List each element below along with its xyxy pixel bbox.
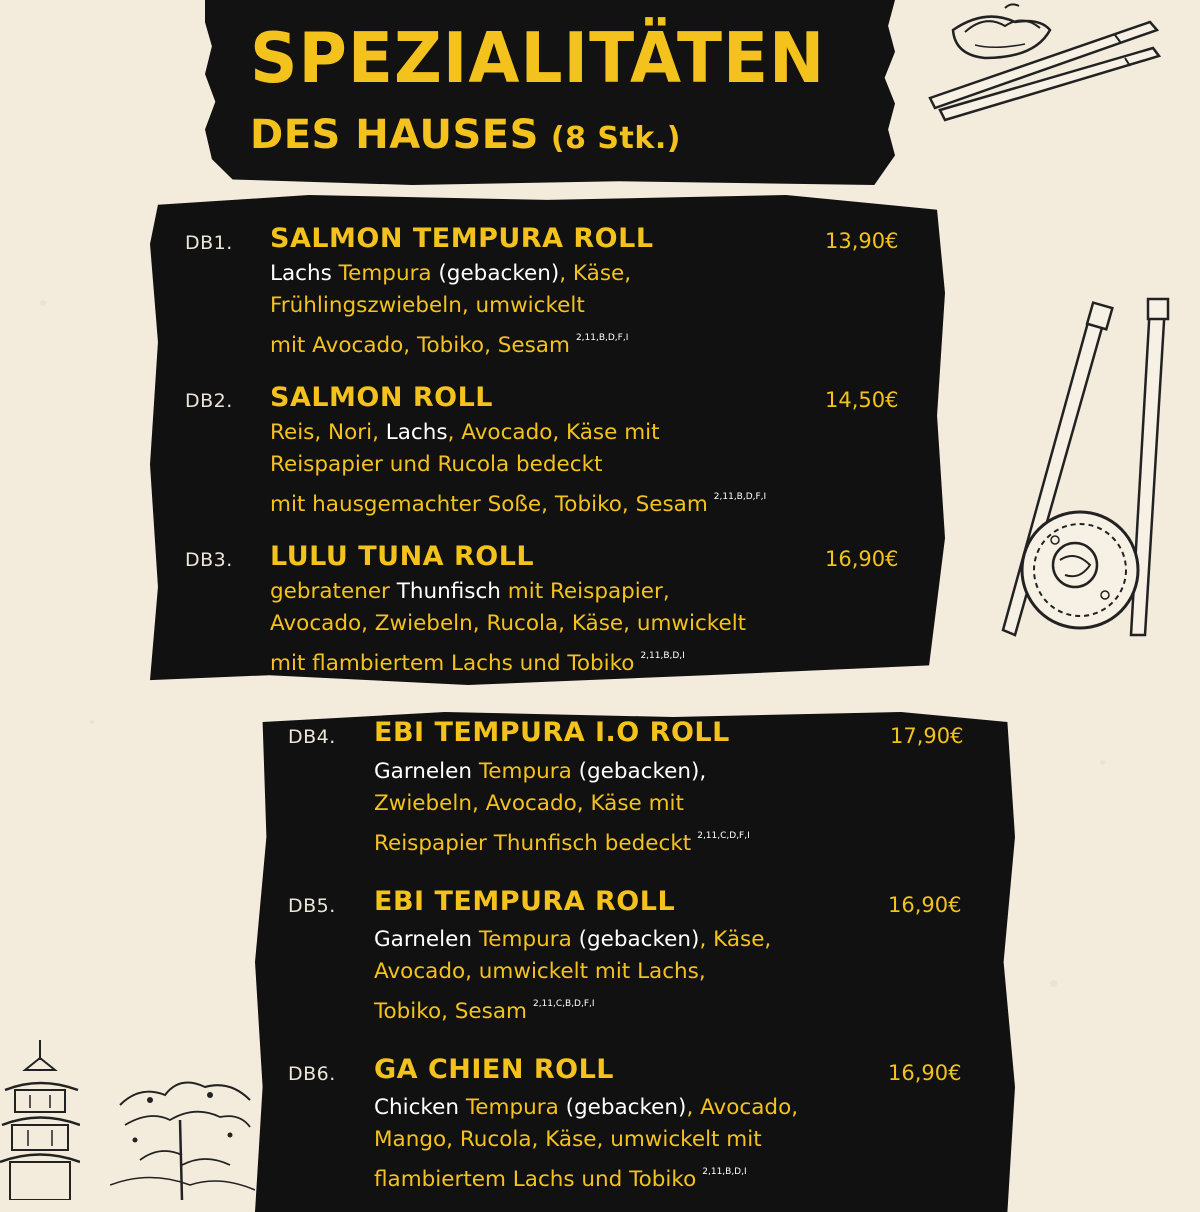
item-price: 16,90€ xyxy=(888,893,962,917)
description-text: mit hausgemachter Soße, Tobiko, Sesam xyxy=(270,492,708,517)
paper-speck xyxy=(1100,760,1105,765)
item-description xyxy=(270,576,746,680)
description-highlight: (gebacken) xyxy=(438,261,560,286)
item-price: 13,90€ xyxy=(825,229,899,253)
item-name: EBI TEMPURA I.O ROLL xyxy=(374,717,730,748)
item-code: DB5. xyxy=(288,895,336,917)
piece-count: (8 Stk.) xyxy=(550,121,681,156)
description-text: Reis, Nori, xyxy=(270,420,386,445)
allergen-codes: 2,11,B,D,I xyxy=(702,1167,747,1177)
paper-speck xyxy=(40,300,46,306)
description-line xyxy=(270,481,766,521)
description-text: , Käse, xyxy=(699,927,772,952)
item-name: EBI TEMPURA ROLL xyxy=(374,886,676,917)
pagoda-icon xyxy=(0,1040,80,1200)
description-text: gebratener xyxy=(270,579,397,604)
description-line xyxy=(270,322,631,362)
item-name: SALMON ROLL xyxy=(270,382,494,413)
tree-icon xyxy=(110,1065,255,1200)
description-line xyxy=(374,1124,798,1156)
description-text: flambiertem Lachs und Tobiko xyxy=(374,1167,697,1192)
description-highlight: (gebacken), xyxy=(578,759,707,784)
description-text: mit flambiertem Lachs und Tobiko xyxy=(270,651,635,676)
paper-speck xyxy=(1050,980,1057,987)
paper-speck xyxy=(90,720,94,724)
description-text: mit Reispapier, xyxy=(507,579,670,604)
description-text: , Avocado, xyxy=(686,1095,799,1120)
item-description xyxy=(270,258,631,362)
description-text: Tempura xyxy=(478,759,579,784)
description-line xyxy=(374,820,750,860)
description-highlight: Thunfisch xyxy=(396,579,508,604)
description-line xyxy=(374,756,750,788)
item-price: 17,90€ xyxy=(890,724,964,748)
item-name: LULU TUNA ROLL xyxy=(270,541,535,572)
description-text: mit Avocado, Tobiko, Sesam xyxy=(270,333,570,358)
page-subtitle xyxy=(250,112,681,158)
description-highlight: Lachs xyxy=(385,420,448,445)
description-line xyxy=(270,417,766,449)
item-price: 16,90€ xyxy=(888,1061,962,1085)
item-price: 16,90€ xyxy=(825,547,899,571)
item-name: GA CHIEN ROLL xyxy=(374,1054,615,1085)
description-text: , Avocado, Käse mit xyxy=(447,420,660,445)
item-price: 14,50€ xyxy=(825,388,899,412)
description-text: Avocado, Zwiebeln, Rucola, Käse, umwickelt xyxy=(270,611,747,636)
description-text: Tempura xyxy=(338,261,439,286)
description-highlight: Garnelen xyxy=(374,759,479,784)
allergen-codes: 2,11,B,D,I xyxy=(640,651,685,661)
item-description xyxy=(374,1092,798,1196)
allergen-codes: 2,11,C,B,D,F,I xyxy=(532,999,595,1009)
description-text: Reispapier Thunfisch bedeckt xyxy=(374,831,692,856)
subtitle-text: DES HAUSES xyxy=(250,112,539,158)
item-name: SALMON TEMPURA ROLL xyxy=(270,223,654,254)
description-line xyxy=(374,956,771,988)
allergen-codes: 2,11,B,D,F,I xyxy=(575,333,629,343)
description-text: Tempura xyxy=(478,927,579,952)
item-code: DB6. xyxy=(288,1063,336,1085)
item-description xyxy=(374,756,750,860)
description-highlight: Lachs xyxy=(270,261,339,286)
description-highlight: (gebacken) xyxy=(578,927,700,952)
item-description xyxy=(270,417,766,521)
allergen-codes: 2,11,B,D,F,I xyxy=(713,492,767,502)
item-code: DB2. xyxy=(185,390,233,412)
item-code: DB3. xyxy=(185,549,233,571)
description-line xyxy=(374,988,771,1028)
description-text: , Käse, xyxy=(559,261,632,286)
description-highlight: Chicken xyxy=(374,1095,466,1120)
description-text: Reispapier und Rucola bedeckt xyxy=(270,452,603,477)
description-highlight: Garnelen xyxy=(374,927,479,952)
description-text: Tobiko, Sesam xyxy=(374,999,527,1024)
description-line xyxy=(270,640,746,680)
page-title: SPEZIALITÄTEN xyxy=(250,18,826,99)
chopsticks-icon xyxy=(925,10,1165,130)
description-line xyxy=(374,924,771,956)
description-line xyxy=(270,258,631,290)
description-line xyxy=(270,608,746,640)
item-code: DB1. xyxy=(185,232,233,254)
item-description xyxy=(374,924,771,1028)
description-line xyxy=(374,1092,798,1124)
description-line xyxy=(270,449,766,481)
description-text: Zwiebeln, Avocado, Käse mit xyxy=(374,791,684,816)
description-text: Mango, Rucola, Käse, umwickelt mit xyxy=(374,1127,762,1152)
description-line xyxy=(374,788,750,820)
description-line xyxy=(270,576,746,608)
description-line xyxy=(270,290,631,322)
allergen-codes: 2,11,C,D,F,I xyxy=(697,831,750,841)
description-text: Tempura xyxy=(465,1095,566,1120)
sushi-chopsticks-icon xyxy=(965,295,1180,665)
description-highlight: (gebacken) xyxy=(565,1095,687,1120)
description-text: Frühlingszwiebeln, umwickelt xyxy=(270,293,585,318)
description-text: Avocado, umwickelt mit Lachs, xyxy=(374,959,706,984)
item-code: DB4. xyxy=(288,726,336,748)
description-line xyxy=(374,1156,798,1196)
